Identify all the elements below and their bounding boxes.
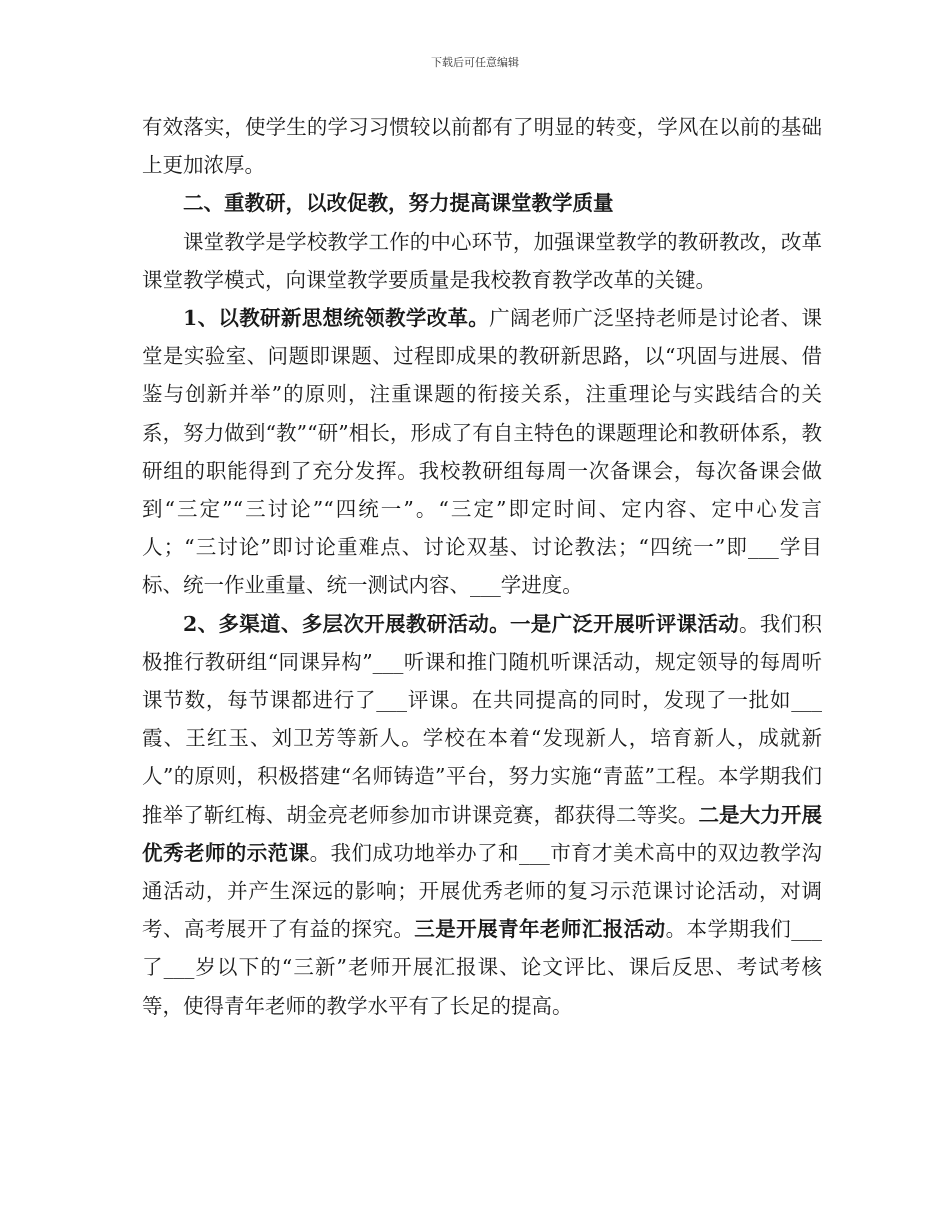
paragraph-continuation: 有效落实，使学生的学习习惯较以前都有了明显的转变，学风在以前的基础上更加浓厚。 [142,115,822,178]
item-2-text-a: 。我们积极推行教研组“同课异构”___听课和推门随机听课活动，规定领导的每周听课节数，每节课都进行了___评课。在共同提高的同时，发现了一批如___霞、王红玉、刘卫芳等新人。学校在本着“发现新人，培育新人，成就新人”的原则，积极搭建“名师铸造”平台，努力实施“青蓝”工程。本学期我们推举了靳红梅、胡金亮老师参加市讲课竞赛，都获得二等奖。 [142,611,823,827]
paragraph-item-1 [142,299,822,605]
section-heading: 二、重教研，以改促教，努力提高课堂教学质量 [183,191,614,216]
page-header-note: 下载后可任意编辑 [431,56,519,69]
item-2-text-c: 。本学期我们___了___岁以下的“三新”老师开展汇报课、论文评比、课后反思、考试考核等，使得青年老师的教学水平有了长足的提高。 [142,917,823,1018]
item-1-heading: 1、以教研新思想统领教学改革。 [183,306,490,331]
item-2-text-b: 。我们成功地举办了和___市育才美术高中的双边教学沟通活动，并产生深远的影响；开展优秀老师的复习示范课讨论活动，对调考、高考展开了有益的探究。 [142,840,823,942]
document-body [142,108,822,1025]
item-2-heading: 2、多渠道、多层次开展教研活动。一是广泛开展听评课活动 [183,611,740,636]
item-1-text: 广阔老师广泛坚持老师是讨论者、课堂是实验室、问题即课题、过程即成果的教研新思路，以“巩固与进展、借鉴与创新并举”的原则，注重课题的衔接关系，注重理论与实践结合的关系，努力做到“教”“研”相长，形成了有自主特色的课题理论和教研体系，教研组的职能得到了充分发挥。我校教研组每周一次备课会，每次备课会做到“三定”“三讨论”“四统一”。“三定”即定时间、定内容、定中心发言人；“三讨论”即讨论重难点、讨论双基、讨论教法；“四统一”即___学目标、统一作业重量、统一测试内容、___学进度。 [142,306,823,598]
paragraph-item-2 [142,605,822,1025]
item-2-subheading-c: 三是开展青年老师汇报活动 [414,917,666,942]
paragraph-intro: 课堂教学是学校教学工作的中心环节，加强课堂教学的教研教改，改革课堂教学模式，向课堂教学要质量是我校教育教学改革的关键。 [142,229,822,292]
item-2-subheading-b: 二是大力开展优秀老师的示范课 [142,802,822,865]
